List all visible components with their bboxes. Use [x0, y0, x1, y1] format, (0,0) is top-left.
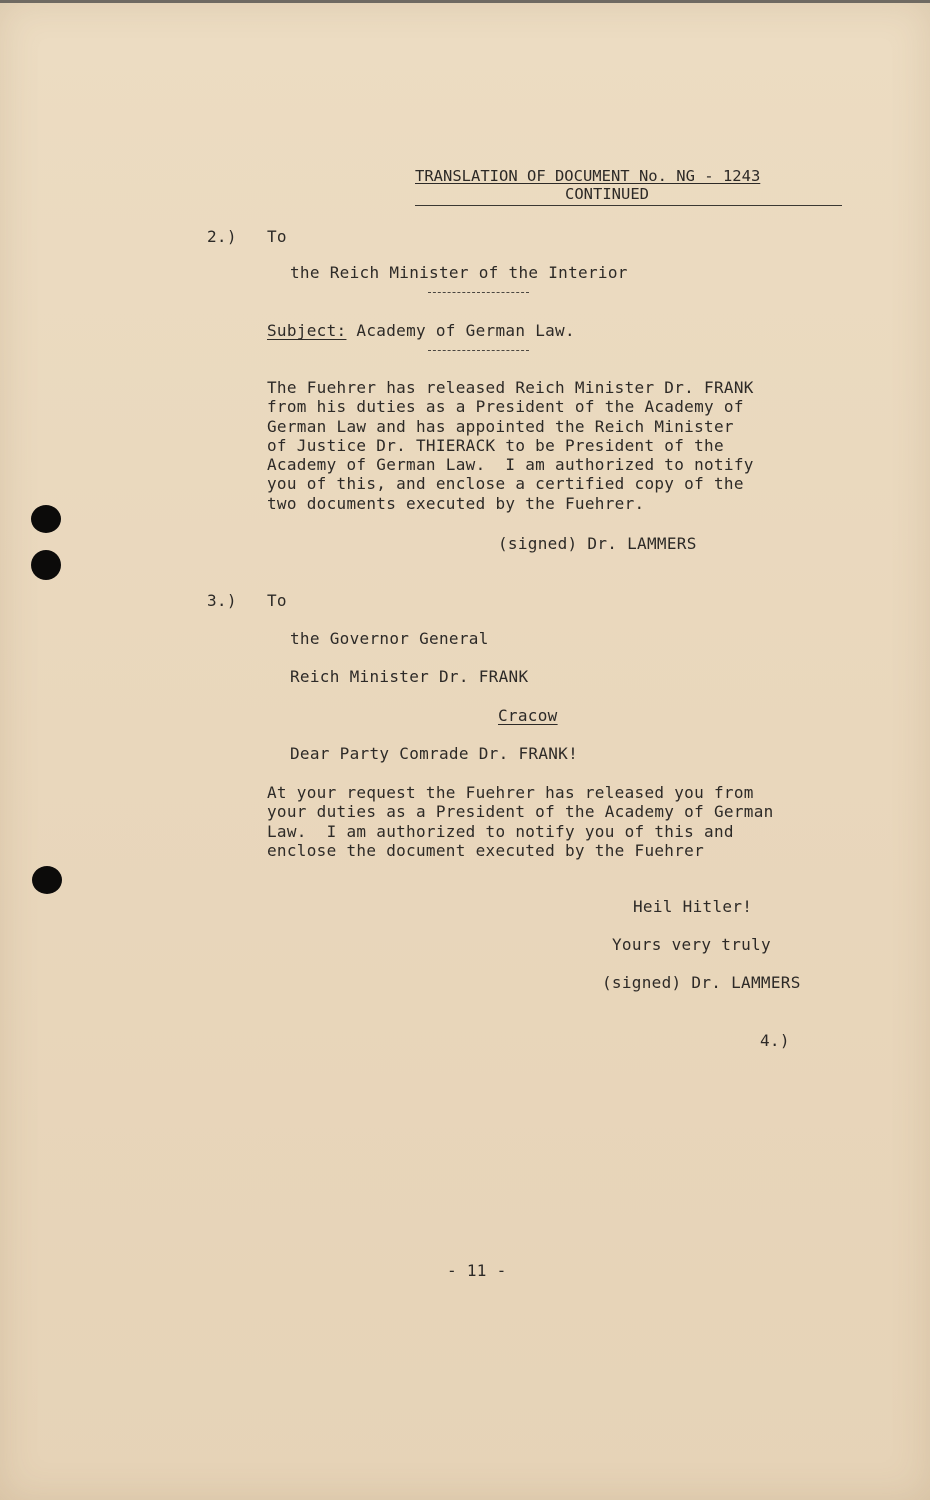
translation-header	[415, 167, 842, 206]
section-3-number: 3.)	[207, 591, 237, 610]
body-line: German Law and has appointed the Reich Minister	[267, 416, 734, 436]
subject-label: Subject:	[267, 321, 347, 340]
section-3-body	[267, 783, 774, 860]
body-line: from his duties as a President of the Academy of	[267, 397, 744, 417]
page-number: - 11 -	[447, 1261, 507, 1280]
closing-yours: Yours very truly	[612, 935, 771, 954]
section-3-signature: (signed) Dr. LAMMERS	[602, 973, 801, 992]
section-3-city: Cracow	[498, 706, 558, 725]
body-line: you of this, and enclose a certified copy of the	[267, 474, 744, 494]
section-2-signature: (signed) Dr. LAMMERS	[498, 534, 697, 553]
subject-rule	[428, 350, 529, 351]
next-item-number: 4.)	[760, 1031, 790, 1050]
punch-hole-bottom	[32, 866, 62, 894]
punch-hole-top	[31, 505, 61, 533]
body-line: enclose the document executed by the Fuehrer	[267, 840, 705, 860]
closing-heil: Heil Hitler!	[633, 897, 753, 916]
body-line: two documents executed by the Fuehrer.	[267, 493, 645, 513]
header-continued: CONTINUED	[565, 185, 649, 203]
subject-text: Academy of German Law.	[346, 321, 575, 340]
subject-line	[267, 321, 575, 340]
section-3-salutation: Dear Party Comrade Dr. FRANK!	[290, 744, 579, 763]
section-2-to: To	[267, 227, 287, 246]
body-line: At your request the Fuehrer has released you from	[267, 783, 754, 802]
punch-hole-middle	[31, 550, 61, 580]
section-3-recipient-name: Reich Minister Dr. FRANK	[290, 667, 529, 686]
body-line: of Justice Dr. THIERACK to be President of the	[267, 435, 724, 455]
section-2-number: 2.)	[207, 227, 237, 246]
body-line: your duties as a President of the Academy of German	[267, 802, 774, 822]
section-3-to: To	[267, 591, 287, 610]
header-title: TRANSLATION OF DOCUMENT No. NG - 1243	[415, 167, 761, 185]
section-2-recipient: the Reich Minister of the Interior	[290, 263, 628, 282]
body-line: The Fuehrer has released Reich Minister Dr. FRANK	[267, 378, 754, 397]
section-3-recipient: the Governor General	[290, 629, 489, 648]
body-line: Law. I am authorized to notify you of this and	[267, 821, 734, 841]
scan-top-edge	[0, 0, 930, 3]
body-line: Academy of German Law. I am authorized to notify	[267, 455, 754, 475]
section-2-body	[267, 378, 754, 513]
recipient-rule	[428, 292, 529, 293]
